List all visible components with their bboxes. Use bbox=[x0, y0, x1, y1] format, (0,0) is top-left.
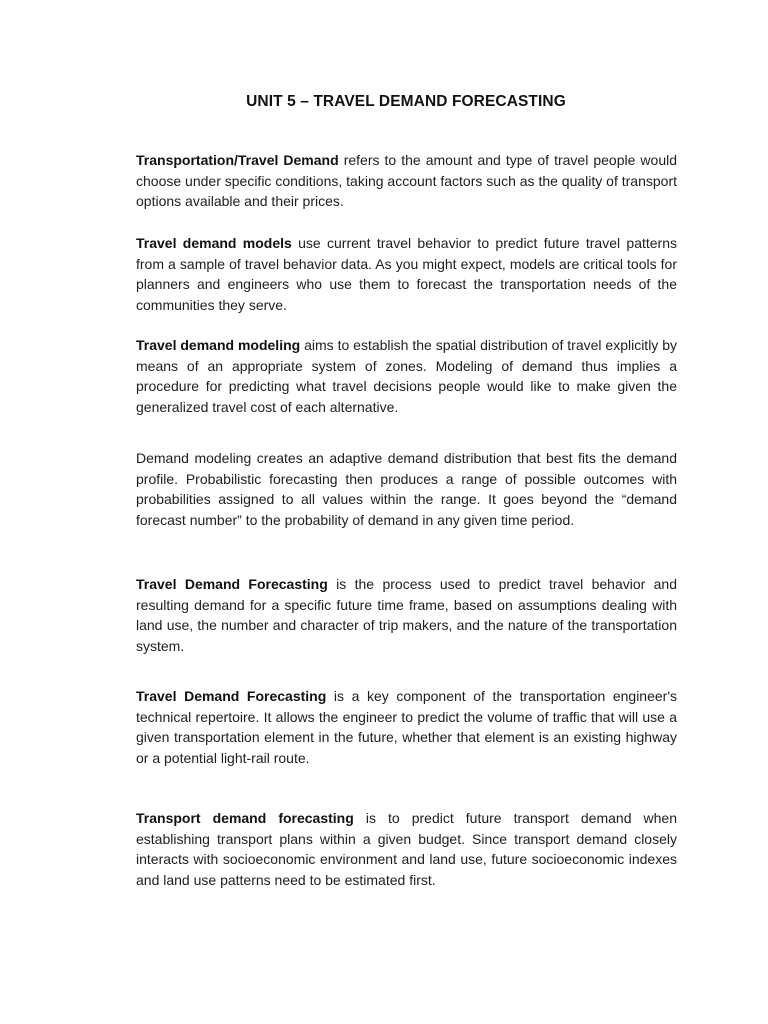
paragraph-text: is the process used to predict travel behavior and resulting demand for a specific future time frame, based on assumptions dealing with land use, the number and character of trip makers, and the nature of the transportation system. bbox=[136, 576, 678, 654]
term-transportation-travel-demand: Transportation/Travel Demand bbox=[136, 152, 339, 168]
paragraph-demand-modeling bbox=[136, 448, 677, 530]
paragraph-text: is to predict future transport demand when establishing transport plans within a given budget. Since transport demand closely interacts with socioeconomic environment and land use, future socioeconomic indexes and land use patterns need to be estimated first. bbox=[136, 810, 677, 888]
paragraph-text: refers to the amount and type of travel people would choose under specific conditions, taking account factors such as the quality of transport options available and their prices. bbox=[136, 152, 678, 209]
page-title: UNIT 5 – TRAVEL DEMAND FORECASTING bbox=[246, 93, 566, 110]
paragraph-travel-demand-modeling bbox=[136, 335, 677, 417]
paragraph-travel-demand-forecasting-2 bbox=[136, 686, 677, 768]
paragraph-travel-demand bbox=[136, 150, 677, 212]
term-travel-demand-models: Travel demand models bbox=[136, 235, 292, 251]
paragraph-text: Demand modeling creates an adaptive demand distribution that best fits the demand profile. Probabilistic forecasting then produces a range of possible outcomes with probabilities assigned to all values within the range. It goes beyond the “demand forecast number” to the probability of demand in any given time period. bbox=[136, 450, 677, 528]
term-transport-demand-forecasting: Transport demand forecasting bbox=[136, 810, 354, 826]
paragraph-text: use current travel behavior to predict future travel patterns from a sample of travel behavior data. As you might expect, models are critical tools for planners and engineers who use them to forecast the transportation needs of the communities they serve. bbox=[136, 235, 677, 313]
paragraph-travel-demand-models bbox=[136, 233, 677, 315]
term-travel-demand-forecasting: Travel Demand Forecasting bbox=[136, 576, 328, 592]
paragraph-text: is a key component of the transportation engineer's technical repertoire. It allows the engineer to predict the volume of traffic that will use a given transportation element in the future, whether that element is an existing highway or a potential light-rail route. bbox=[136, 688, 677, 766]
paragraph-transport-demand-forecasting bbox=[136, 808, 677, 890]
term-travel-demand-modeling: Travel demand modeling bbox=[136, 337, 301, 353]
paragraph-text: aims to establish the spatial distribution of travel explicitly by means of an appropriate system of zones. Modeling of demand thus implies a procedure for predicting what travel decisions people would like to make given the generalized travel cost of each alternative. bbox=[136, 337, 678, 415]
term-travel-demand-forecasting: Travel Demand Forecasting bbox=[136, 688, 327, 704]
paragraph-travel-demand-forecasting-1 bbox=[136, 574, 677, 656]
